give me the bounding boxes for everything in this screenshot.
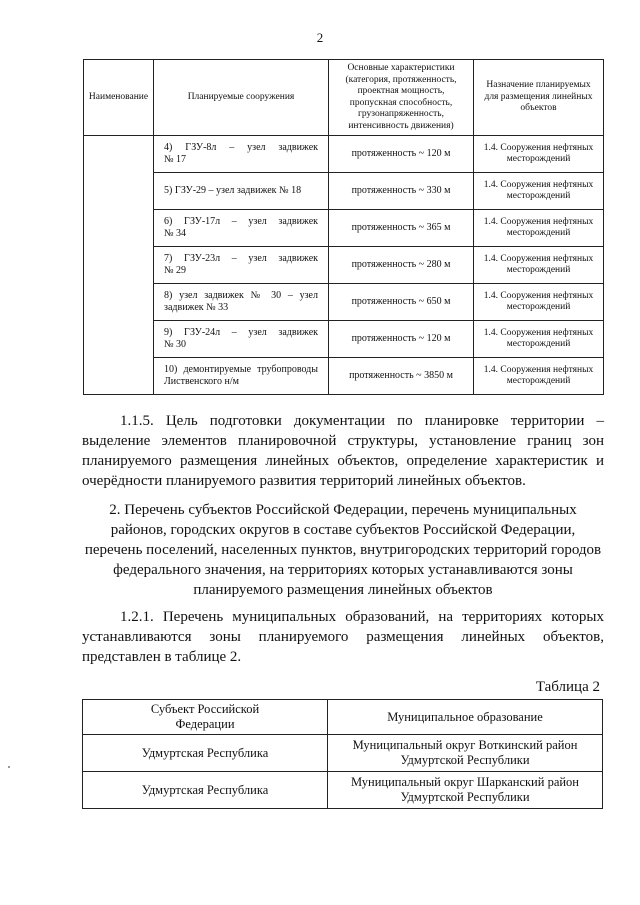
characteristic-cell: протяженность ~ 365 м [329, 210, 474, 247]
characteristic-cell: протяженность ~ 650 м [329, 284, 474, 321]
purpose-cell: 1.4. Сооружения нефтяных месторождений [474, 136, 604, 173]
characteristic-cell: протяженность ~ 120 м [329, 321, 474, 358]
page-number: 2 [316, 30, 324, 45]
structure-cell: 8) узел задвижек № 30 – узел задвижек № 33 [154, 284, 329, 321]
structure-cell: 6) ГЗУ-17л – узел задвижек № 34 [154, 210, 329, 247]
characteristic-cell: протяженность ~ 3850 м [329, 358, 474, 395]
structure-cell: 9) ГЗУ-24л – узел задвижек № 30 [154, 321, 329, 358]
header-municipality: Муниципальное образование [328, 700, 603, 735]
municipalities-table [82, 699, 603, 809]
table-row [84, 358, 604, 395]
purpose-cell: 1.4. Сооружения нефтяных месторождений [474, 284, 604, 321]
structure-cell: 5) ГЗУ-29 – узел задвижек № 18 [154, 173, 329, 210]
table-row [84, 321, 604, 358]
header-purpose: Назначение планируемых для размещения линейных объектов [474, 60, 604, 136]
table-row [83, 735, 603, 772]
header-name: Наименование [84, 60, 154, 136]
table-row [84, 210, 604, 247]
table-header-row [83, 700, 603, 735]
municipality-cell: Муниципальный округ Шарканский район Удмуртской Республики [328, 772, 603, 809]
name-cell [84, 136, 154, 395]
section-2-heading: 2. Перечень субъектов Российской Федерации, перечень муниципальных районов, городских округов в составе субъектов Российской Федерации, перечень поселений, населенных пунктов, внутригородских территорий городов федерального значения, на территориях которых устанавливаются зоны планируемого размещения линейных объектов [84, 502, 602, 598]
purpose-cell: 1.4. Сооружения нефтяных месторождений [474, 321, 604, 358]
table-2-caption: Таблица 2 [535, 679, 600, 695]
structure-cell: 10) демонтируемые трубопроводы Лиственского н/м [154, 358, 329, 395]
header-characteristics: Основные характеристики (категория, протяженность, проектная мощность, пропускная способность, грузонапряженность, интенсивность движения) [329, 60, 474, 136]
municipality-cell: Муниципальный округ Воткинский район Удмуртской Республики [328, 735, 603, 772]
header-subject: Субъект Российской Федерации [83, 700, 328, 735]
characteristic-cell: протяженность ~ 330 м [329, 173, 474, 210]
purpose-cell: 1.4. Сооружения нефтяных месторождений [474, 210, 604, 247]
table-row [84, 173, 604, 210]
planned-structures-table [83, 59, 604, 395]
table-row [84, 284, 604, 321]
characteristic-cell: протяженность ~ 280 м [329, 247, 474, 284]
paragraph-1-1-5: 1.1.5. Цель подготовки документации по планировке территории – выделение элементов планировочной структуры, установление границ зон планируемого размещения линейных объектов, определение характеристик и очерёдности планируемого развития территорий линейных объектов. [82, 413, 604, 489]
purpose-cell: 1.4. Сооружения нефтяных месторождений [474, 358, 604, 395]
table-row [84, 136, 604, 173]
scan-speck [8, 766, 10, 768]
table-row [84, 247, 604, 284]
structure-cell: 7) ГЗУ-23л – узел задвижек № 29 [154, 247, 329, 284]
subject-cell: Удмуртская Республика [83, 735, 328, 772]
structure-cell: 4) ГЗУ-8л – узел задвижек № 17 [154, 136, 329, 173]
paragraph-1-2-1: 1.2.1. Перечень муниципальных образований, на территориях которых устанавливаются зоны планируемого размещения линейных объектов, представлен в таблице 2. [82, 609, 604, 665]
header-structures: Планируемые сооружения [154, 60, 329, 136]
table-header-row [84, 60, 604, 136]
characteristic-cell: протяженность ~ 120 м [329, 136, 474, 173]
subject-cell: Удмуртская Республика [83, 772, 328, 809]
purpose-cell: 1.4. Сооружения нефтяных месторождений [474, 247, 604, 284]
table-row [83, 772, 603, 809]
purpose-cell: 1.4. Сооружения нефтяных месторождений [474, 173, 604, 210]
